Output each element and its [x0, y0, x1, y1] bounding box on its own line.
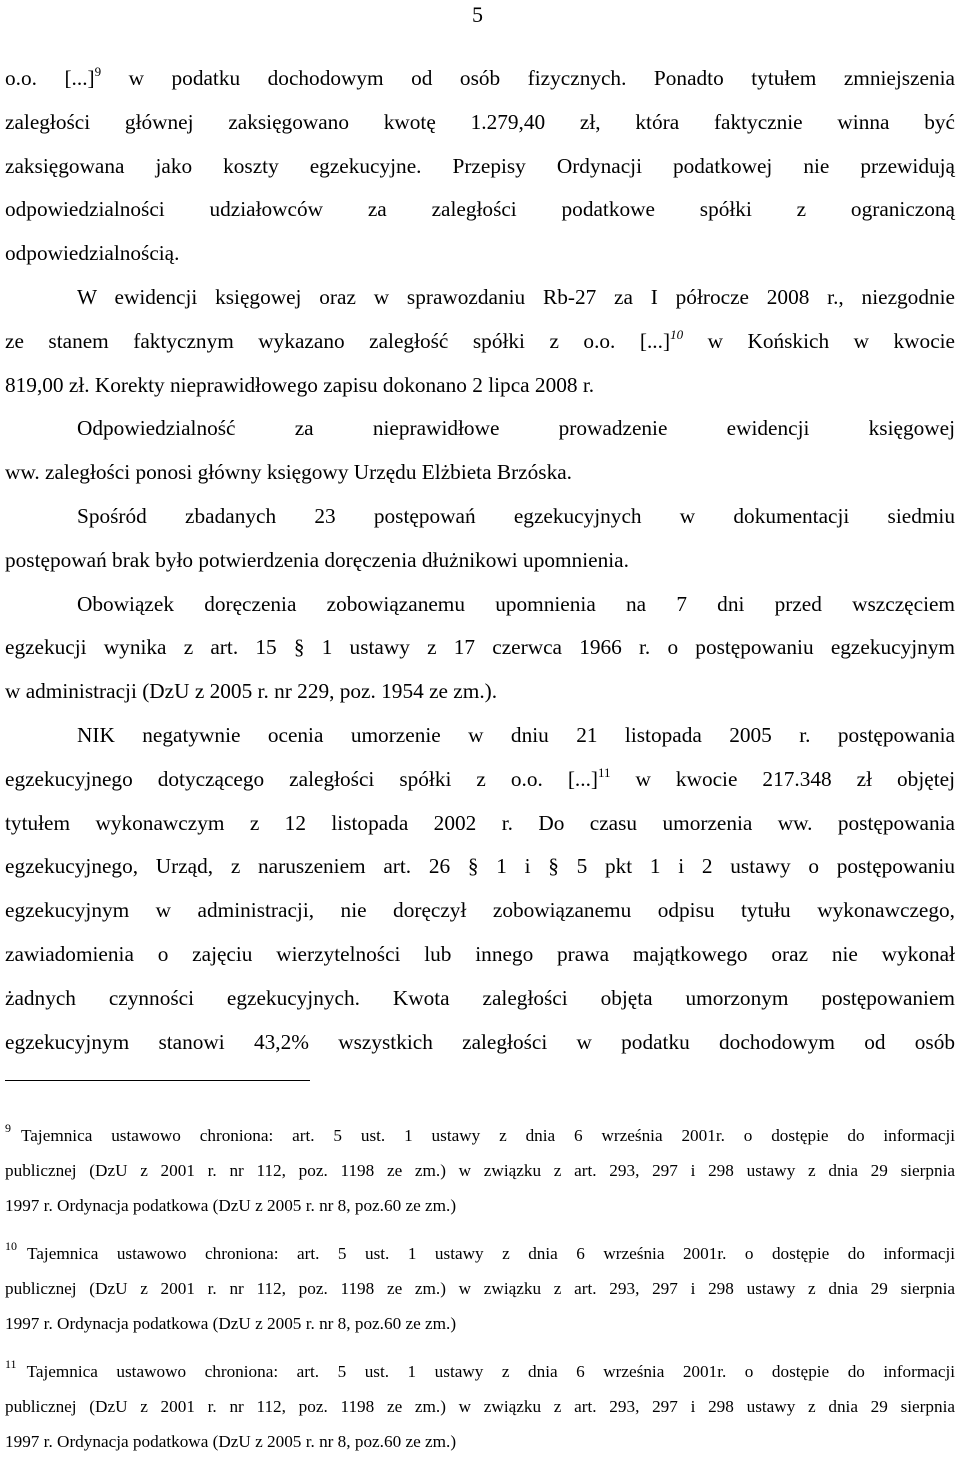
- footnote: [5, 1118, 955, 1223]
- footnote-line: [5, 1354, 955, 1389]
- text-line: w administracji (DzU z 2005 r. nr 229, poz. 1954 ze zm.).: [5, 679, 498, 704]
- paragraph: [5, 276, 955, 407]
- text-line: 819,00 zł. Korekty nieprawidłowego zapisu dokonano 2 lipca 2008 r.: [5, 372, 595, 397]
- text-run: Tajemnica ustawowo chroniona: art. 5 ust. 1 ustawy z dnia 6 września 2001r. o dostępie do informacji: [21, 1126, 955, 1145]
- footnote-reference[interactable]: 9: [94, 64, 102, 79]
- footnote: [5, 1236, 955, 1341]
- footnote-reference[interactable]: 11: [597, 764, 611, 780]
- text-run: w Końskich w kwocie: [683, 328, 956, 353]
- text-line: egzekucji wynika z art. 15 § 1 ustawy z 17 czerwca 1966 r. o postępowaniu egzekucyjnym: [5, 635, 955, 660]
- text-line: egzekucyjnego, Urząd, z naruszeniem art. 26 § 1 i § 5 pkt 1 i 2 ustawy o postępowaniu: [5, 854, 955, 879]
- footnote-line: 1997 r. Ordynacja podatkowa (DzU z 2005 r. nr 8, poz.60 ze zm.): [5, 1314, 457, 1333]
- text-line: żadnych czynności egzekucyjnych. Kwota zaległości objęta umorzonym postępowaniem: [5, 985, 955, 1010]
- text-line: Odpowiedzialność za nieprawidłowe prowadzenie ewidencji księgowej: [77, 416, 955, 441]
- footnotes: [5, 1118, 955, 1472]
- footnote-line: [5, 1118, 955, 1153]
- footnote-reference[interactable]: 10: [670, 326, 684, 342]
- text-line: W ewidencji księgowej oraz w sprawozdaniu Rb-27 za I półrocze 2008 r., niezgodnie: [77, 284, 955, 309]
- text-line: Obowiązek doręczenia zobowiązanemu upomnienia na 7 dni przed wszczęciem: [77, 591, 955, 616]
- footnote-line: publicznej (DzU z 2001 r. nr 112, poz. 1198 ze zm.) w związku z art. 293, 297 i 298 ustawy z dnia 29 sierpnia: [5, 1279, 955, 1298]
- footnote-line: 1997 r. Ordynacja podatkowa (DzU z 2005 r. nr 8, poz.60 ze zm.): [5, 1196, 457, 1215]
- text-line: NIK negatywnie ocenia umorzenie w dniu 21 listopada 2005 r. postępowania: [77, 722, 955, 747]
- text-line: odpowiedzialności udziałowców za zaległości podatkowe spółki z ograniczoną: [5, 197, 955, 222]
- footnote-separator: [5, 1080, 310, 1081]
- text-run: w kwocie 217.348 zł objętej: [610, 766, 955, 791]
- text-line: Spośród zbadanych 23 postępowań egzekucyjnych w dokumentacji siedmiu: [77, 503, 955, 528]
- body-text: [5, 57, 955, 1064]
- paragraph: [5, 57, 955, 276]
- footnote-number: 9: [5, 1121, 11, 1135]
- text-run: w podatku dochodowym od osób fizycznych. Ponadto tytułem zmniejszenia: [101, 66, 955, 90]
- paragraph: [5, 407, 955, 495]
- text-line: zaległości głównej zaksięgowano kwotę 1.279,40 zł, która faktycznie winna być: [5, 109, 955, 134]
- text-line: [5, 758, 955, 802]
- text-line: egzekucyjnym stanowi 43,2% wszystkich zaległości w podatku dochodowym od osób: [5, 1029, 955, 1054]
- footnote-line: 1997 r. Ordynacja podatkowa (DzU z 2005 r. nr 8, poz.60 ze zm.): [5, 1432, 457, 1451]
- footnote-number: 11: [5, 1357, 17, 1371]
- text-line: egzekucyjnym w administracji, nie doręczył zobowiązanemu odpisu tytułu wykonawczego,: [5, 898, 955, 923]
- paragraph: [5, 714, 955, 1064]
- text-run: ze stanem faktycznym wykazano zaległość spółki z o.o. [...]: [5, 328, 671, 353]
- text-run: o.o. [...]: [5, 66, 95, 90]
- paragraph: [5, 495, 955, 583]
- text-run: Tajemnica ustawowo chroniona: art. 5 ust. 1 ustawy z dnia 6 września 2001r. o dostępie do informacji: [27, 1244, 955, 1263]
- footnote-line: publicznej (DzU z 2001 r. nr 112, poz. 1198 ze zm.) w związku z art. 293, 297 i 298 ustawy z dnia 29 sierpnia: [5, 1397, 955, 1416]
- text-line: odpowiedzialnością.: [5, 241, 180, 266]
- footnote-number: 10: [5, 1239, 17, 1253]
- text-line: tytułem wykonawczym z 12 listopada 2002 r. Do czasu umorzenia ww. postępowania: [5, 810, 955, 835]
- paragraph: [5, 583, 955, 714]
- footnote-line: publicznej (DzU z 2001 r. nr 112, poz. 1198 ze zm.) w związku z art. 293, 297 i 298 ustawy z dnia 29 sierpnia: [5, 1161, 955, 1180]
- text-line: postępowań brak było potwierdzenia doręczenia dłużnikowi upomnienia.: [5, 547, 629, 572]
- text-line: [5, 57, 955, 101]
- footnote-line: [5, 1236, 955, 1271]
- text-line: zaksięgowana jako koszty egzekucyjne. Przepisy Ordynacji podatkowej nie przewidują: [5, 153, 955, 178]
- text-line: [5, 320, 955, 364]
- footnote: [5, 1354, 955, 1459]
- text-run: Tajemnica ustawowo chroniona: art. 5 ust. 1 ustawy z dnia 6 września 2001r. o dostępie do informacji: [26, 1362, 955, 1381]
- page-number: 5: [472, 2, 483, 27]
- text-run: egzekucyjnego dotyczącego zaległości spółki z o.o. [...]: [5, 766, 598, 791]
- text-line: ww. zaległości ponosi główny księgowy Urzędu Elżbieta Brzóska.: [5, 460, 572, 485]
- text-line: zawiadomienia o zajęciu wierzytelności lub innego prawa majątkowego oraz nie wykonał: [5, 941, 955, 966]
